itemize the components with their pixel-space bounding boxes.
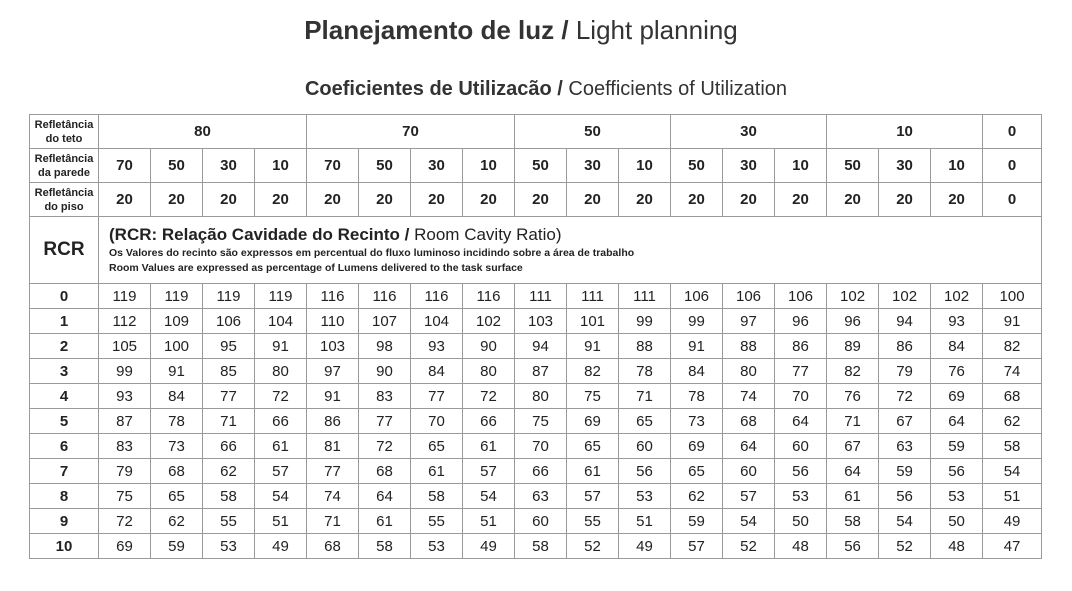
table-cell: 61	[255, 434, 307, 459]
floor-reflectance-value: 20	[879, 183, 931, 217]
table-cell: 61	[827, 484, 879, 509]
rcr-value: 3	[30, 359, 99, 384]
floor-reflectance-value: 20	[775, 183, 827, 217]
table-cell: 54	[463, 484, 515, 509]
table-cell: 63	[515, 484, 567, 509]
table-cell: 66	[463, 409, 515, 434]
floor-reflectance-value: 20	[255, 183, 307, 217]
floor-reflectance-value: 20	[827, 183, 879, 217]
table-cell: 104	[255, 309, 307, 334]
table-cell: 73	[151, 434, 203, 459]
floor-reflectance-value: 20	[359, 183, 411, 217]
table-cell: 47	[983, 534, 1042, 559]
table-cell: 100	[151, 334, 203, 359]
table-cell: 119	[151, 284, 203, 309]
table-cell: 64	[723, 434, 775, 459]
table-cell: 66	[515, 459, 567, 484]
table-row	[30, 384, 1042, 409]
table-cell: 84	[931, 334, 983, 359]
wall-reflectance-value: 30	[723, 149, 775, 183]
table-cell: 65	[411, 434, 463, 459]
table-cell: 106	[723, 284, 775, 309]
table-cell: 112	[99, 309, 151, 334]
table-cell: 56	[619, 459, 671, 484]
wall-reflectance-value: 70	[307, 149, 359, 183]
table-cell: 91	[151, 359, 203, 384]
table-cell: 63	[879, 434, 931, 459]
table-cell: 87	[515, 359, 567, 384]
table-cell: 59	[151, 534, 203, 559]
table-cell: 70	[411, 409, 463, 434]
table-row	[30, 334, 1042, 359]
table-cell: 69	[567, 409, 619, 434]
table-cell: 54	[983, 459, 1042, 484]
table-row	[30, 434, 1042, 459]
floor-reflectance-value: 20	[567, 183, 619, 217]
table-cell: 61	[567, 459, 619, 484]
table-cell: 97	[307, 359, 359, 384]
table-cell: 55	[567, 509, 619, 534]
table-cell: 91	[307, 384, 359, 409]
floor-reflectance-value: 20	[515, 183, 567, 217]
table-cell: 60	[515, 509, 567, 534]
wall-reflectance-value: 50	[359, 149, 411, 183]
table-cell: 96	[827, 309, 879, 334]
table-cell: 57	[671, 534, 723, 559]
table-cell: 54	[879, 509, 931, 534]
floor-reflectance-value: 20	[307, 183, 359, 217]
ceiling-reflectance-value: 50	[515, 115, 671, 149]
ceiling-reflectance-row	[30, 115, 1042, 149]
table-cell: 109	[151, 309, 203, 334]
table-row	[30, 409, 1042, 434]
table-cell: 68	[983, 384, 1042, 409]
wall-reflectance-label: Refletância da parede	[30, 149, 99, 183]
table-cell: 57	[723, 484, 775, 509]
table-cell: 48	[775, 534, 827, 559]
floor-reflectance-value: 20	[151, 183, 203, 217]
floor-reflectance-value: 20	[99, 183, 151, 217]
table-cell: 62	[203, 459, 255, 484]
table-cell: 116	[307, 284, 359, 309]
table-cell: 75	[567, 384, 619, 409]
page-subtitle	[0, 76, 1072, 102]
table-cell: 56	[827, 534, 879, 559]
table-cell: 51	[463, 509, 515, 534]
table-cell: 49	[255, 534, 307, 559]
table-cell: 83	[99, 434, 151, 459]
table-cell: 62	[151, 509, 203, 534]
table-cell: 80	[463, 359, 515, 384]
table-cell: 111	[567, 284, 619, 309]
table-cell: 111	[619, 284, 671, 309]
wall-reflectance-value: 10	[775, 149, 827, 183]
table-cell: 72	[99, 509, 151, 534]
table-cell: 59	[931, 434, 983, 459]
page-title	[0, 13, 1042, 47]
subtitle-pt: Coeficientes de Utilizacão	[304, 78, 552, 100]
table-cell: 102	[827, 284, 879, 309]
wall-reflectance-value: 50	[827, 149, 879, 183]
table-cell: 100	[983, 284, 1042, 309]
table-cell: 101	[567, 309, 619, 334]
floor-reflectance-value: 20	[671, 183, 723, 217]
table-row	[30, 509, 1042, 534]
rcr-title-en: Room Cavity Ratio)	[414, 225, 562, 244]
table-cell: 53	[619, 484, 671, 509]
title-en: Light planning	[575, 15, 738, 45]
table-cell: 61	[463, 434, 515, 459]
table-row	[30, 284, 1042, 309]
table-cell: 84	[411, 359, 463, 384]
table-cell: 59	[671, 509, 723, 534]
table-cell: 98	[359, 334, 411, 359]
table-cell: 78	[671, 384, 723, 409]
table-cell: 56	[931, 459, 983, 484]
table-cell: 84	[671, 359, 723, 384]
table-cell: 74	[983, 359, 1042, 384]
table-cell: 99	[619, 309, 671, 334]
table-cell: 77	[359, 409, 411, 434]
table-cell: 58	[203, 484, 255, 509]
wall-reflectance-value: 10	[255, 149, 307, 183]
table-cell: 105	[99, 334, 151, 359]
table-cell: 71	[307, 509, 359, 534]
wall-reflectance-value: 30	[567, 149, 619, 183]
table-cell: 68	[723, 409, 775, 434]
coefficients-table	[29, 114, 1042, 559]
table-cell: 73	[671, 409, 723, 434]
table-cell: 71	[203, 409, 255, 434]
table-cell: 102	[879, 284, 931, 309]
table-cell: 66	[255, 409, 307, 434]
wall-reflectance-value: 30	[203, 149, 255, 183]
rcr-value: 7	[30, 459, 99, 484]
table-cell: 61	[359, 509, 411, 534]
table-cell: 106	[775, 284, 827, 309]
table-cell: 77	[203, 384, 255, 409]
wall-reflectance-value: 10	[931, 149, 983, 183]
table-cell: 78	[619, 359, 671, 384]
rcr-value: 0	[30, 284, 99, 309]
rcr-description-title	[109, 224, 1041, 246]
table-cell: 64	[775, 409, 827, 434]
table-cell: 57	[255, 459, 307, 484]
table-cell: 75	[99, 484, 151, 509]
table-cell: 58	[515, 534, 567, 559]
table-cell: 51	[255, 509, 307, 534]
floor-reflectance-value: 20	[619, 183, 671, 217]
floor-reflectance-value: 0	[983, 183, 1042, 217]
table-cell: 81	[307, 434, 359, 459]
table-cell: 95	[203, 334, 255, 359]
table-cell: 56	[775, 459, 827, 484]
table-cell: 50	[931, 509, 983, 534]
wall-reflectance-value: 50	[671, 149, 723, 183]
table-cell: 62	[983, 409, 1042, 434]
ceiling-reflectance-value: 30	[671, 115, 827, 149]
table-row	[30, 459, 1042, 484]
subtitle-en: Coefficients of Utilization	[568, 78, 788, 100]
table-cell: 60	[775, 434, 827, 459]
table-cell: 91	[255, 334, 307, 359]
table-cell: 57	[567, 484, 619, 509]
floor-reflectance-value: 20	[463, 183, 515, 217]
table-cell: 67	[879, 409, 931, 434]
table-cell: 104	[411, 309, 463, 334]
table-cell: 65	[619, 409, 671, 434]
ceiling-reflectance-value: 0	[983, 115, 1042, 149]
table-cell: 82	[567, 359, 619, 384]
table-cell: 58	[827, 509, 879, 534]
table-cell: 76	[827, 384, 879, 409]
table-cell: 71	[827, 409, 879, 434]
wall-reflectance-row	[30, 149, 1042, 183]
wall-reflectance-value: 0	[983, 149, 1042, 183]
table-cell: 58	[983, 434, 1042, 459]
table-cell: 77	[775, 359, 827, 384]
floor-reflectance-value: 20	[203, 183, 255, 217]
table-cell: 54	[255, 484, 307, 509]
table-cell: 91	[567, 334, 619, 359]
table-row	[30, 534, 1042, 559]
table-cell: 93	[931, 309, 983, 334]
rcr-description	[99, 217, 1042, 284]
ceiling-reflectance-label: Refletância do teto	[30, 115, 99, 149]
table-cell: 77	[307, 459, 359, 484]
rcr-title-pt: (RCR: Relação Cavidade do Recinto	[109, 225, 400, 244]
table-cell: 119	[203, 284, 255, 309]
table-cell: 58	[359, 534, 411, 559]
table-cell: 60	[619, 434, 671, 459]
table-cell: 69	[671, 434, 723, 459]
floor-reflectance-value: 20	[723, 183, 775, 217]
table-row	[30, 484, 1042, 509]
table-cell: 86	[775, 334, 827, 359]
table-cell: 51	[619, 509, 671, 534]
table-cell: 72	[879, 384, 931, 409]
table-cell: 65	[671, 459, 723, 484]
table-cell: 52	[567, 534, 619, 559]
floor-reflectance-value: 20	[411, 183, 463, 217]
table-cell: 97	[723, 309, 775, 334]
table-cell: 65	[151, 484, 203, 509]
table-cell: 102	[463, 309, 515, 334]
wall-reflectance-value: 30	[411, 149, 463, 183]
table-cell: 119	[99, 284, 151, 309]
table-cell: 102	[931, 284, 983, 309]
rcr-header-row	[30, 217, 1042, 284]
table-cell: 55	[411, 509, 463, 534]
table-cell: 48	[931, 534, 983, 559]
table-cell: 77	[411, 384, 463, 409]
table-cell: 82	[827, 359, 879, 384]
table-cell: 57	[463, 459, 515, 484]
table-cell: 110	[307, 309, 359, 334]
table-cell: 65	[567, 434, 619, 459]
table-cell: 70	[515, 434, 567, 459]
table-cell: 54	[723, 509, 775, 534]
table-cell: 116	[463, 284, 515, 309]
table-cell: 58	[411, 484, 463, 509]
table-cell: 84	[151, 384, 203, 409]
table-cell: 70	[775, 384, 827, 409]
rcr-value: 1	[30, 309, 99, 334]
table-cell: 86	[879, 334, 931, 359]
table-cell: 106	[203, 309, 255, 334]
table-cell: 79	[99, 459, 151, 484]
ceiling-reflectance-value: 10	[827, 115, 983, 149]
table-cell: 59	[879, 459, 931, 484]
floor-reflectance-value: 20	[931, 183, 983, 217]
table-cell: 67	[827, 434, 879, 459]
table-cell: 87	[99, 409, 151, 434]
table-cell: 49	[983, 509, 1042, 534]
title-separator: /	[554, 15, 576, 45]
table-cell: 76	[931, 359, 983, 384]
table-cell: 111	[515, 284, 567, 309]
table-cell: 78	[151, 409, 203, 434]
table-cell: 64	[931, 409, 983, 434]
table-cell: 88	[619, 334, 671, 359]
wall-reflectance-value: 10	[619, 149, 671, 183]
table-cell: 94	[515, 334, 567, 359]
table-cell: 55	[203, 509, 255, 534]
table-cell: 94	[879, 309, 931, 334]
table-cell: 50	[775, 509, 827, 534]
table-cell: 119	[255, 284, 307, 309]
table-cell: 60	[723, 459, 775, 484]
rcr-description-en: Room Values are expressed as percentage of Lumens delivered to the task surface	[109, 262, 523, 274]
table-cell: 72	[359, 434, 411, 459]
table-cell: 53	[203, 534, 255, 559]
table-cell: 88	[723, 334, 775, 359]
ceiling-reflectance-value: 80	[99, 115, 307, 149]
table-cell: 72	[463, 384, 515, 409]
rcr-value: 4	[30, 384, 99, 409]
table-cell: 89	[827, 334, 879, 359]
table-cell: 69	[931, 384, 983, 409]
table-cell: 52	[879, 534, 931, 559]
table-cell: 56	[879, 484, 931, 509]
table-cell: 93	[99, 384, 151, 409]
rcr-title-separator: /	[399, 225, 415, 244]
rcr-value: 6	[30, 434, 99, 459]
wall-reflectance-value: 10	[463, 149, 515, 183]
rcr-value: 2	[30, 334, 99, 359]
rcr-value: 9	[30, 509, 99, 534]
table-cell: 86	[307, 409, 359, 434]
table-row	[30, 309, 1042, 334]
subtitle-separator: /	[551, 78, 569, 100]
rcr-value: 5	[30, 409, 99, 434]
floor-reflectance-label: Refletância do piso	[30, 183, 99, 217]
table-cell: 52	[723, 534, 775, 559]
table-cell: 91	[983, 309, 1042, 334]
title-pt: Planejamento de luz	[304, 15, 555, 45]
table-row	[30, 359, 1042, 384]
rcr-label: RCR	[30, 217, 99, 284]
table-cell: 96	[775, 309, 827, 334]
table-cell: 116	[411, 284, 463, 309]
table-cell: 85	[203, 359, 255, 384]
table-cell: 62	[671, 484, 723, 509]
table-cell: 79	[879, 359, 931, 384]
rcr-value: 10	[30, 534, 99, 559]
table-cell: 93	[411, 334, 463, 359]
table-cell: 68	[359, 459, 411, 484]
table-cell: 103	[515, 309, 567, 334]
table-cell: 69	[99, 534, 151, 559]
table-cell: 53	[775, 484, 827, 509]
table-cell: 80	[255, 359, 307, 384]
table-cell: 75	[515, 409, 567, 434]
table-cell: 61	[411, 459, 463, 484]
table-cell: 49	[619, 534, 671, 559]
table-cell: 116	[359, 284, 411, 309]
wall-reflectance-value: 70	[99, 149, 151, 183]
table-cell: 99	[671, 309, 723, 334]
table-cell: 74	[307, 484, 359, 509]
table-cell: 99	[99, 359, 151, 384]
floor-reflectance-row	[30, 183, 1042, 217]
table-cell: 68	[307, 534, 359, 559]
table-cell: 53	[411, 534, 463, 559]
table-cell: 80	[515, 384, 567, 409]
rcr-description-pt: Os Valores do recinto são expressos em percentual do fluxo luminoso incidindo sobre a área de trabalho	[109, 247, 635, 259]
table-cell: 90	[359, 359, 411, 384]
table-cell: 91	[671, 334, 723, 359]
rcr-value: 8	[30, 484, 99, 509]
table-cell: 82	[983, 334, 1042, 359]
table-cell: 107	[359, 309, 411, 334]
table-cell: 49	[463, 534, 515, 559]
wall-reflectance-value: 50	[151, 149, 203, 183]
table-cell: 53	[931, 484, 983, 509]
table-cell: 80	[723, 359, 775, 384]
table-cell: 64	[359, 484, 411, 509]
ceiling-reflectance-value: 70	[307, 115, 515, 149]
table-cell: 90	[463, 334, 515, 359]
table-cell: 106	[671, 284, 723, 309]
table-cell: 64	[827, 459, 879, 484]
table-cell: 83	[359, 384, 411, 409]
table-cell: 68	[151, 459, 203, 484]
table-cell: 103	[307, 334, 359, 359]
table-cell: 74	[723, 384, 775, 409]
wall-reflectance-value: 50	[515, 149, 567, 183]
table-cell: 51	[983, 484, 1042, 509]
wall-reflectance-value: 30	[879, 149, 931, 183]
table-cell: 71	[619, 384, 671, 409]
table-cell: 66	[203, 434, 255, 459]
table-cell: 72	[255, 384, 307, 409]
